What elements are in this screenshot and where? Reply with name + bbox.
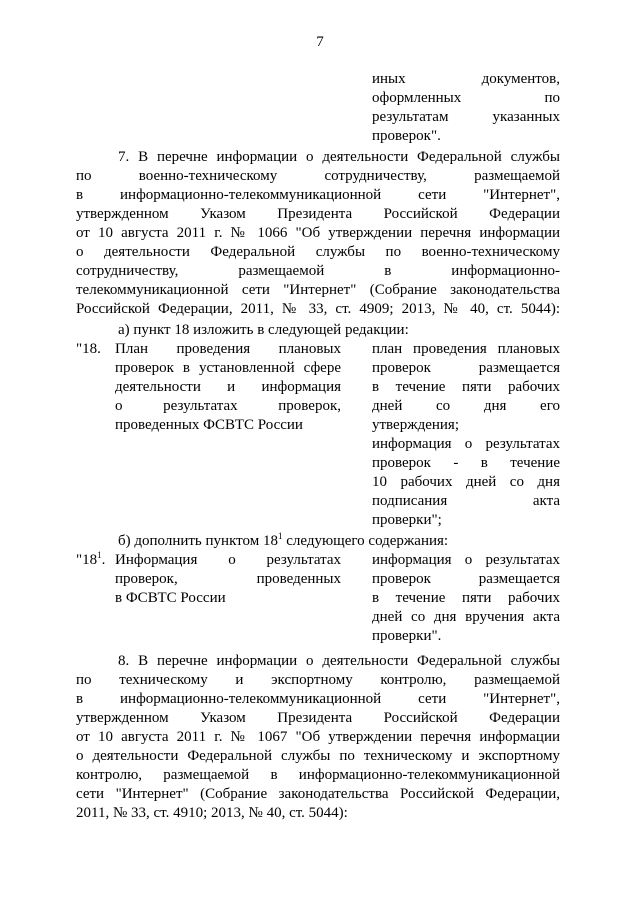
section-7-line: по военно-техническому сотрудничеству, размещаемой (76, 168, 560, 184)
row-18-1-right-line: информация о результатах (372, 552, 560, 568)
row-18-1-number: "$18^1$. (76, 550, 106, 568)
row-18-right-line: утверждения; (372, 417, 459, 433)
section-7-line: утвержденном Указом Президента Российской Федерации (76, 206, 560, 222)
row-18-1-right-line: дней со дня вручения акта (372, 609, 560, 625)
row-18-right-line: в течение пяти рабочих (372, 379, 560, 395)
section-7-line: сотрудничеству, размещаемой в информационно- (76, 263, 560, 279)
row-18-1-left-line: в ФСВТС России (115, 590, 226, 606)
row-18-number: "18. (76, 341, 101, 357)
section-7-line: 7. В перечне информации о деятельности Федеральной службы (118, 149, 560, 165)
continuation-line: оформленных по (372, 90, 560, 106)
row-18-1-right-line: в течение пяти рабочих (372, 590, 560, 606)
section-8-line: контролю, размещаемой в информационно-телекоммуникационной (76, 767, 560, 783)
section-8-line: по техническому и экспортному контролю, размещаемой (76, 672, 560, 688)
row-18-right-line: проверок - в течение (372, 455, 560, 471)
continuation-line: результатам указанных (372, 109, 560, 125)
section-7-line: от 10 августа 2011 г. № 1066 "Об утверждении перечня информации (76, 225, 560, 241)
item-a: а) пункт 18 изложить в следующей редакции: (118, 322, 409, 338)
row-18-left-line: План проведения плановых (115, 341, 341, 357)
row-18-right-line: проверки"; (372, 512, 442, 528)
row-18-left-line: деятельности и информация (115, 379, 341, 395)
section-7-line: в информационно-телекоммуникационной сети "Интернет", (76, 187, 560, 203)
row-18-right-line: подписания акта (372, 493, 560, 509)
row-18-left-line: о результатах проверок, (115, 398, 341, 414)
continuation-line: иных документов, (372, 71, 560, 87)
row-18-left-line: проверок в установленной сфере (115, 360, 341, 376)
row-18-left-line: проведенных ФСВТС России (115, 417, 303, 433)
section-8-line: 8. В перечне информации о деятельности Федеральной службы (118, 653, 560, 669)
section-8-line: о деятельности Федеральной службы по техническому и экспортному (76, 748, 560, 764)
row-18-1-left-line: Информация о результатах (115, 552, 341, 568)
item-b-prefix: б) дополнить пунктом 18 (118, 533, 278, 549)
section-8-line: утвержденном Указом Президента Российской Федерации (76, 710, 560, 726)
row-18-right-line: план проведения плановых (372, 341, 560, 357)
section-7-line: Российской Федерации, 2011, № 33, ст. 4909; 2013, № 40, ст. 5044): (76, 301, 560, 317)
item-b-suffix: следующего содержания: (282, 533, 449, 549)
section-8-line: от 10 августа 2011 г. № 1067 "Об утверждении перечня информации (76, 729, 560, 745)
page-number: 7 (316, 34, 324, 50)
section-8-line: 2011, № 33, ст. 4910; 2013, № 40, ст. 5044): (76, 805, 348, 821)
section-8-line: сети "Интернет" (Собрание законодательства Российской Федерации, (76, 786, 560, 802)
item-b-sup: 1 (277, 531, 283, 541)
row-18-right-line: проверок размещается (372, 360, 560, 376)
row-18-right-line: дней со дня его (372, 398, 560, 414)
section-7-line: о деятельности Федеральной службы по военно-техническому (76, 244, 560, 260)
section-7-line: телекоммуникационной сети "Интернет" (Собрание законодательства (76, 282, 560, 298)
row-18-1-right-line: проверки". (372, 628, 442, 644)
row-18-right-line: 10 рабочих дней со дня (372, 474, 560, 490)
item-b (118, 532, 448, 551)
row-18-1-left-line: проверок, проведенных (115, 571, 341, 587)
row-18-right-line: информация о результатах (372, 436, 560, 452)
row-18-1-right-line: проверок размещается (372, 571, 560, 587)
continuation-line: проверок". (372, 128, 441, 144)
section-8-line: в информационно-телекоммуникационной сети "Интернет", (76, 691, 560, 707)
